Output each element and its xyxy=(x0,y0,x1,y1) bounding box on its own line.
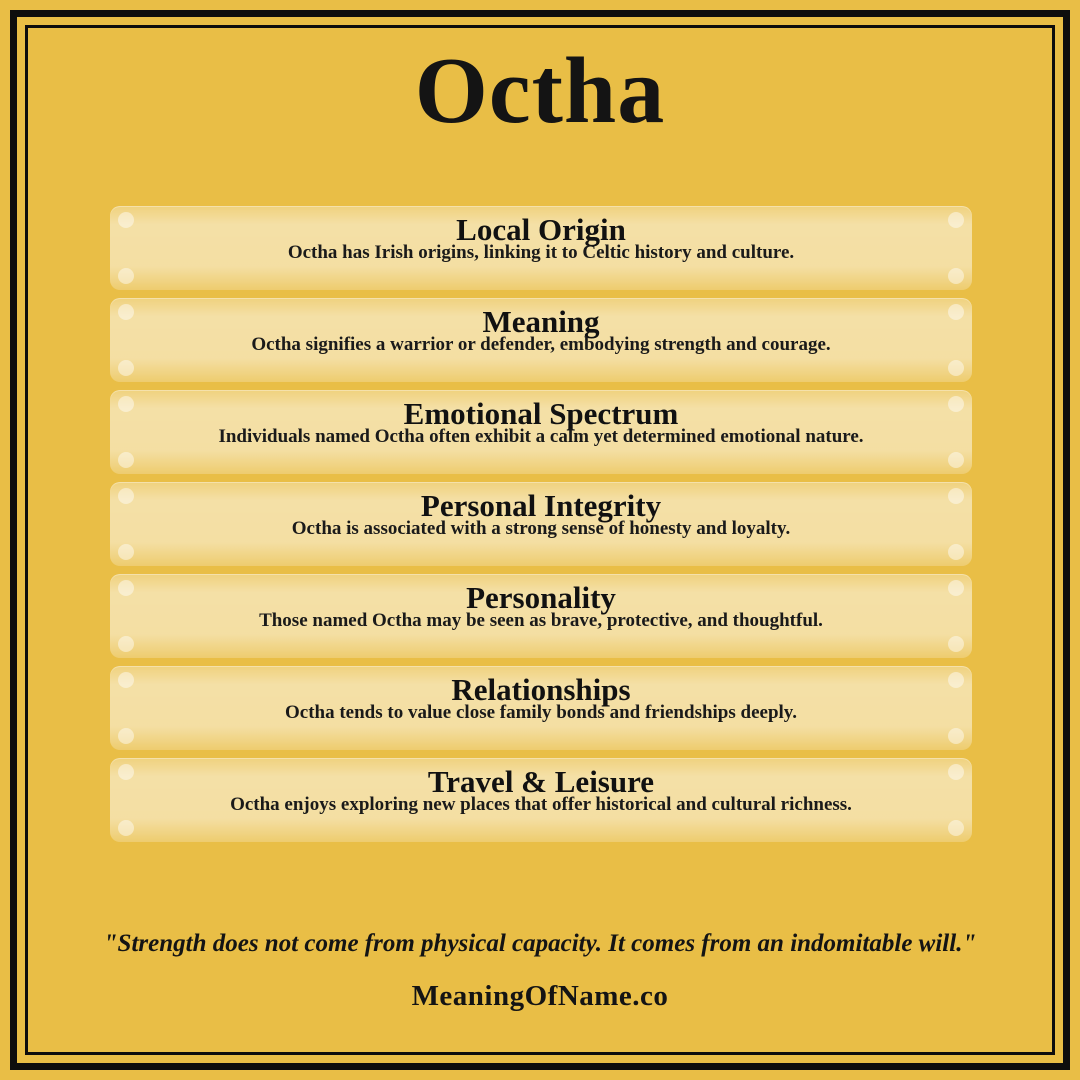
plaque-pin-icon xyxy=(948,452,964,468)
section-heading: Relationships xyxy=(451,672,631,707)
section-personality xyxy=(110,574,972,658)
section-travel-and-leisure xyxy=(110,758,972,842)
section-body: Individuals named Octha often exhibit a calm yet determined emotional nature. xyxy=(218,426,864,447)
section-heading: Local Origin xyxy=(456,212,626,247)
plaque-pin-icon xyxy=(118,728,134,744)
section-heading: Meaning xyxy=(482,304,600,339)
section-heading: Personal Integrity xyxy=(420,488,662,523)
section-body: Octha enjoys exploring new places that offer historical and cultural richness. xyxy=(230,794,852,815)
plaque-pin-icon xyxy=(118,820,134,836)
section-emotional-spectrum xyxy=(110,390,972,474)
plaque-pin-icon xyxy=(118,452,134,468)
section-meaning xyxy=(110,298,972,382)
plaque-pin-icon xyxy=(948,636,964,652)
section-body: Octha signifies a warrior or defender, embodying strength and courage. xyxy=(251,334,831,355)
quote-text: "Strength does not come from physical capacity. It comes from an indomitable will." xyxy=(103,930,977,957)
plaque-pin-icon xyxy=(118,636,134,652)
page-title: Octha xyxy=(414,39,666,143)
section-body: Octha has Irish origins, linking it to Celtic history and culture. xyxy=(287,242,795,263)
section-body: Those named Octha may be seen as brave, protective, and thoughtful. xyxy=(259,610,823,631)
section-heading: Travel & Leisure xyxy=(427,764,655,799)
section-heading: Personality xyxy=(466,580,616,615)
plaque-pin-icon xyxy=(948,820,964,836)
plaque-pin-icon xyxy=(118,360,134,376)
site-credit: MeaningOfName.co xyxy=(411,980,669,1012)
section-heading: Emotional Spectrum xyxy=(403,396,679,431)
sections-list xyxy=(110,206,972,850)
section-relationships xyxy=(110,666,972,750)
plaque-pin-icon xyxy=(948,360,964,376)
section-body: Octha tends to value close family bonds and friendships deeply. xyxy=(284,702,798,723)
plaque-pin-icon xyxy=(118,544,134,560)
plaque-pin-icon xyxy=(948,728,964,744)
section-personal-integrity xyxy=(110,482,972,566)
section-body: Octha is associated with a strong sense of honesty and loyalty. xyxy=(291,518,791,539)
plaque-pin-icon xyxy=(948,268,964,284)
section-local-origin xyxy=(110,206,972,290)
plaque-pin-icon xyxy=(118,268,134,284)
plaque-pin-icon xyxy=(948,544,964,560)
